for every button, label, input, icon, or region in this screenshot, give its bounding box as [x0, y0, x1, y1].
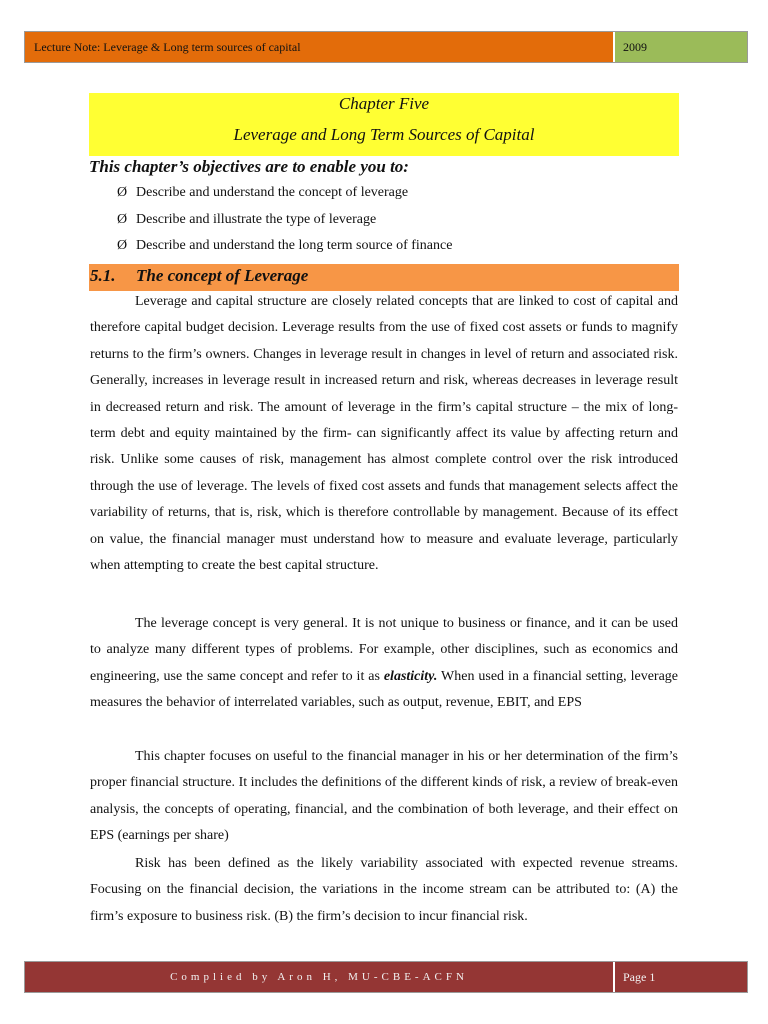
bullet-icon: Ø — [117, 212, 128, 227]
chapter-title-box — [89, 93, 679, 156]
header-year: 2009 — [615, 32, 747, 62]
paragraph — [90, 851, 678, 930]
paragraph-text: Risk has been defined as the likely variability associated with expected revenue streams. Focusing on the financial decision, the variations in the income stream can be attributed to: (A) the firm’s exposure to business risk. (B) the firm’s decision to incur financial risk. — [90, 856, 678, 924]
chapter-number: Chapter Five — [338, 94, 430, 113]
objective-text: Describe and understand the long term source of finance — [136, 238, 453, 253]
paragraph-text: When used in a financial setting, leverage measures the behavior of interrelated variables, such as output, revenue, EBIT, and EPS — [90, 668, 678, 711]
paragraph — [90, 744, 678, 850]
emphasized-term: elasticity. — [383, 668, 438, 684]
section-heading — [89, 264, 679, 291]
section-title: The concept of Leverage — [136, 266, 309, 285]
objective-item — [117, 185, 408, 201]
objective-item — [117, 238, 452, 254]
page-number: Page 1 — [615, 962, 747, 992]
paragraph — [90, 289, 678, 579]
paragraph-text: Leverage and capital structure are closely related concepts that are linked to cost of capital and therefore capital budget decision. Leverage results from the use of fixed cost assets or funds to magnify returns to the firm’s owners. Changes in leverage result in changes in level of return and associated risk. Generally, increases in leverage result in increased return and risk, whereas decreases in leverage result in decreased return and risk. The amount of leverage in the firm’s capital structure – the mix of long-term debt and equity maintained by the firm- can significantly affect its value by affecting return and risk. Unlike some causes of risk, management has almost complete control over the risk introduced through the use of leverage. The levels of fixed cost assets and funds that management selects affect the variability of returns, that is, risk, which is therefore controllable by management. Because of its effect on value, the financial manager must understand how to measure and evaluate leverage, particularly when attempting to create the best capital structure. — [90, 294, 678, 574]
header-title: Lecture Note: Leverage & Long term sources of capital — [25, 32, 613, 62]
page-footer — [24, 961, 748, 993]
chapter-title: Leverage and Long Term Sources of Capital — [233, 125, 535, 144]
section-number: 5.1. — [90, 266, 116, 285]
paragraph-text: This chapter focuses on useful to the financial manager in his or her determination of the firm’s proper financial structure. It includes the definitions of the different kinds of risk, a review of break-even analysis, the concepts of operating, financial, and the combination of both leverage, and their effect on EPS (earnings per share) — [90, 749, 678, 844]
bullet-icon: Ø — [117, 238, 128, 253]
page-header — [24, 31, 748, 63]
bullet-icon: Ø — [117, 185, 128, 200]
objective-text: Describe and illustrate the type of leverage — [136, 212, 377, 227]
objectives-heading: This chapter’s objectives are to enable you to: — [89, 157, 409, 176]
paragraph-text: The leverage concept is very general. It is not unique to business or finance, and it can be used to analyze many different types of problems. For example, other disciplines, such as economics and engineering, use the same concept and refer to it as — [90, 616, 678, 684]
paragraph — [90, 611, 678, 717]
objective-text: Describe and understand the concept of leverage — [136, 185, 409, 200]
objective-item — [117, 212, 376, 228]
footer-credit: Complied by Aron H, MU-CBE-ACFN — [25, 962, 613, 992]
